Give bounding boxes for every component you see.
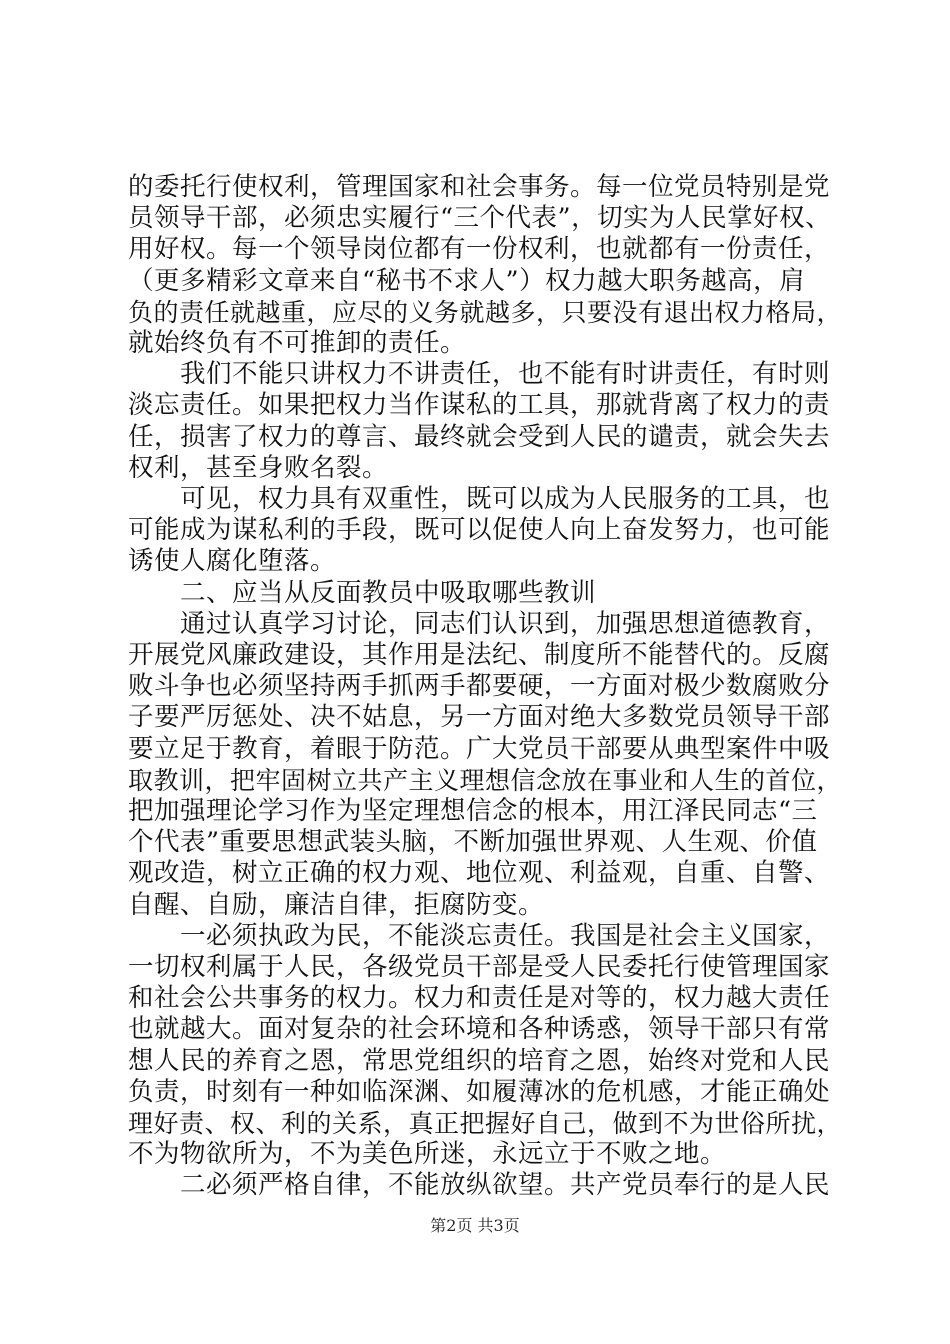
- text-line: 一切权利属于人民，各级党员干部是受人民委托行使管理国家: [128, 952, 831, 982]
- text-line: 想人民的养育之恩，常思党组织的培育之恩，始终对党和人民: [128, 1045, 831, 1076]
- text-line: 不为物欲所为，不为美色所迷，永远立于不败之地。: [128, 1139, 727, 1170]
- text-line: 二必须严格自律，不能放纵欲望。共产党员奉行的是人民: [128, 1170, 831, 1201]
- text-line: 子要严厉惩处、决不姑息，另一方面对绝大多数党员领导干部: [128, 702, 831, 733]
- text-line: 可见，权力具有双重性，既可以成为人民服务的工具，也: [128, 484, 831, 514]
- text-line: 理好责、权、利的关系，真正把握好自己，做到不为世俗所扰，: [128, 1109, 843, 1138]
- text-line: 诱使人腐化堕落。: [128, 546, 337, 577]
- text-line: 个代表”重要思想武装头脑，不断加强世界观、人生观、价值: [128, 827, 818, 858]
- text-line: 的委托行使权利，管理国家和社会事务。每一位党员特别是党: [128, 172, 831, 202]
- text-line: 败斗争也必须坚持两手抓两手都要硬，一方面对极少数腐败分: [128, 671, 831, 702]
- text-line: 开展党风廉政建设，其作用是法纪、制度所不能替代的。反腐: [128, 640, 831, 670]
- text-line: 观改造，树立正确的权力观、地位观、利益观，自重、自警、: [128, 858, 831, 889]
- text-line: （更多精彩文章来自“秘书不求人”）权力越大职务越高，肩: [128, 265, 806, 296]
- text-line: 和社会公共事务的权力。权力和责任是对等的，权力越大责任: [128, 983, 831, 1014]
- text-line: 员领导干部，必须忠实履行“三个代表”，切实为人民掌好权、: [128, 203, 832, 234]
- page-footer: 第2页 共3页: [430, 1216, 520, 1235]
- section-heading: 二、应当从反面教员中吸取哪些教训: [128, 577, 597, 608]
- text-line: 可能成为谋私利的手段，既可以促使人向上奋发努力，也可能: [128, 515, 831, 546]
- text-line: 负的责任就越重，应尽的义务就越多，只要没有退出权力格局，: [128, 297, 843, 327]
- text-line: 我们不能只讲权力不讲责任，也不能有时讲责任，有时则: [128, 359, 831, 390]
- text-line: 也就越大。面对复杂的社会环境和各种诱惑，领导干部只有常: [128, 1014, 831, 1045]
- text-line: 通过认真学习讨论，同志们认识到，加强思想道德教育，: [128, 608, 831, 639]
- text-line: 权利，甚至身败名裂。: [128, 452, 389, 483]
- text-line: 用好权。每一个领导岗位都有一份权利，也就都有一份责任，: [128, 234, 831, 265]
- text-line: 一必须执政为民，不能淡忘责任。我国是社会主义国家，: [128, 920, 831, 951]
- text-line: 淡忘责任。如果把权力当作谋私的工具，那就背离了权力的责: [128, 390, 831, 421]
- text-line: 自醒、自励，廉洁自律，拒腐防变。: [128, 889, 545, 920]
- text-line: 任，损害了权力的尊言、最终就会受到人民的谴责，就会失去: [128, 421, 831, 452]
- text-line: 就始终负有不可推卸的责任。: [128, 328, 467, 358]
- text-line: 把加强理论学习作为坚定理想信念的根本，用江泽民同志“三: [128, 796, 818, 826]
- text-line: 取教训，把牢固树立共产主义理想信念放在事业和人生的首位，: [128, 765, 843, 795]
- text-line: 要立足于教育，着眼于防范。广大党员干部要从典型案件中吸: [128, 733, 831, 764]
- text-line: 负责，时刻有一种如临深渊、如履薄冰的危机感，才能正确处: [128, 1076, 831, 1107]
